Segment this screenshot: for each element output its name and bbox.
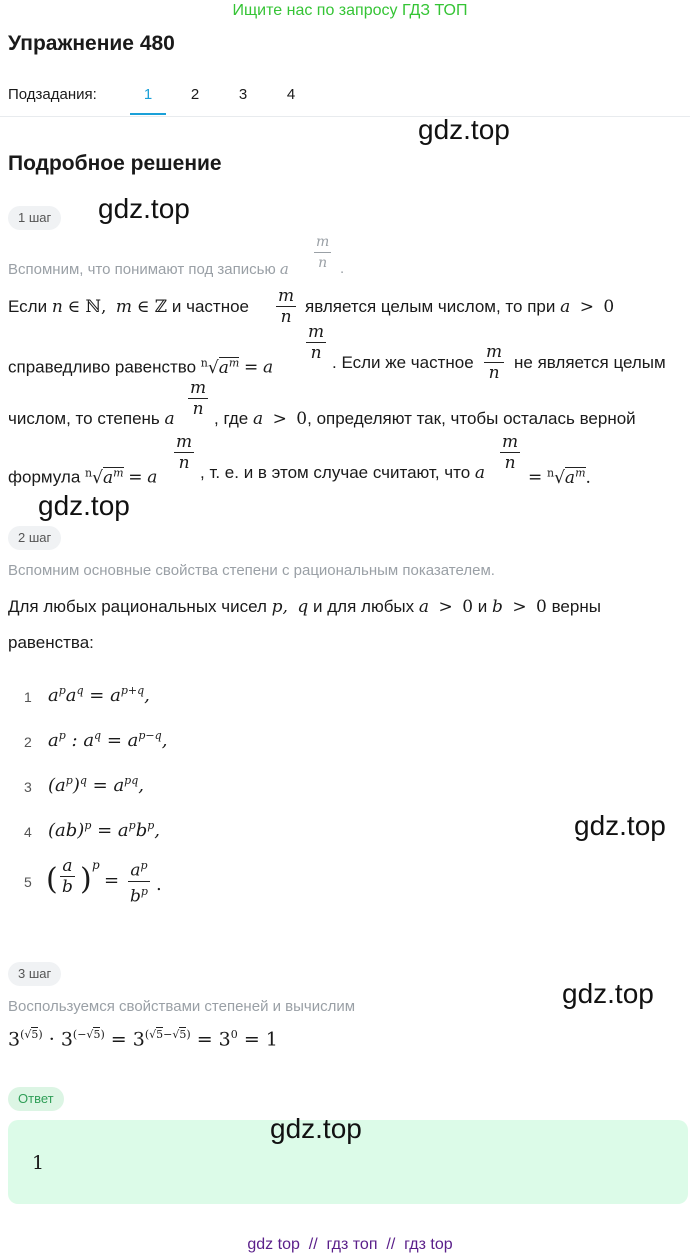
paragraph: Если n ∈ ℕ, m ∈ ℤ и частное [8,297,250,317]
formula: ( [46,862,58,897]
active-tab-indicator [130,113,166,115]
search-banner[interactable]: Ищите нас по запросу ГДЗ ТОП [232,2,468,19]
solution-title: Подробное решение [8,152,222,175]
paragraph: формула $^n√a^m = a$ [8,466,158,488]
formula: $a^p$ : $a^q = a^{p-q}$, [48,729,168,751]
paragraph: равенства: [8,633,94,652]
formula: $\frac{a^p}{b^p}$ [128,856,150,906]
watermark: gdz.top [574,810,666,841]
formula: $\frac{a}{b}$ [62,856,73,897]
formula: = [104,870,120,891]
formula: p [92,858,100,872]
paragraph: , где a > 0, определяют так, чтобы осталась верной [214,409,636,429]
tab-subtask-4[interactable]: 4 [286,86,296,103]
formula: $(ab)^p = a^pb^p$, [48,819,161,841]
formula: $\frac{m}{n}$ [502,432,519,473]
tab-subtask-1[interactable]: 1 [143,86,153,103]
step-hint: Вспомним основные свойства степени с рациональным показателем. [8,562,495,579]
formula: $\frac{m}{n}$ [316,234,330,271]
formula: $3^{(√5)} \cdot 3^{(-√5)} = 3^{(√5-√5)} = 3^0 = 1$ [8,1028,278,1051]
watermark: gdz.top [418,114,510,145]
formula: $(a^p)^q = a^{pq}$, [48,774,144,796]
paragraph: Для любых рациональных чисел p, q и для любых a > 0 и b > 0 верны [8,597,601,617]
list-item-number: 4 [24,824,32,840]
footer-links[interactable]: gdz top // гдз топ // гдз top [247,1236,453,1253]
formula: $\frac{m}{n}$ [190,378,207,419]
paragraph: является целым числом, то при a > 0 [305,297,615,317]
watermark: gdz.top [98,193,190,224]
tab-subtask-2[interactable]: 2 [190,86,200,103]
punct: . [340,260,345,277]
formula: $\frac{m}{n}$ [278,286,295,327]
paragraph: . Если же частное [332,353,474,372]
step-badge: 2 шаг [8,526,61,550]
formula: $a^pa^q = a^{p+q}$, [48,684,150,706]
formula: $\frac{m}{n}$ [486,342,503,383]
watermark: gdz.top [38,490,130,521]
list-item-number: 3 [24,779,32,795]
list-item-number: 1 [24,689,32,705]
list-item-number: 5 [24,874,32,890]
formula: = $^n√a^m$. [528,466,591,488]
step-hint: Вспомним, что понимают под записью a [8,260,289,278]
answer-value: 1 [32,1152,45,1174]
divider [0,116,690,117]
list-item-number: 2 [24,734,32,750]
tab-subtask-3[interactable]: 3 [238,86,248,103]
paragraph: , т. е. и в этом случае считают, что a [200,463,486,483]
watermark: gdz.top [270,1113,362,1144]
step-hint: Воспользуемся свойствами степеней и вычислим [8,998,356,1015]
formula: $\frac{m}{n}$ [308,322,325,363]
paragraph: справедливо равенство $^n√a^m = a$ [8,356,274,378]
formula: ) [80,862,92,897]
paragraph: числом, то степень a [8,409,175,429]
step-badge: 1 шаг [8,206,61,230]
answer-badge: Ответ [8,1087,64,1111]
watermark: gdz.top [562,978,654,1009]
step-badge: 3 шаг [8,962,61,986]
page-title: Упражнение 480 [8,32,175,55]
subtasks-label: Подзадания: [8,86,97,103]
formula: $\frac{m}{n}$ [176,432,193,473]
formula: . [156,874,162,895]
paragraph: не является целым [514,353,666,372]
